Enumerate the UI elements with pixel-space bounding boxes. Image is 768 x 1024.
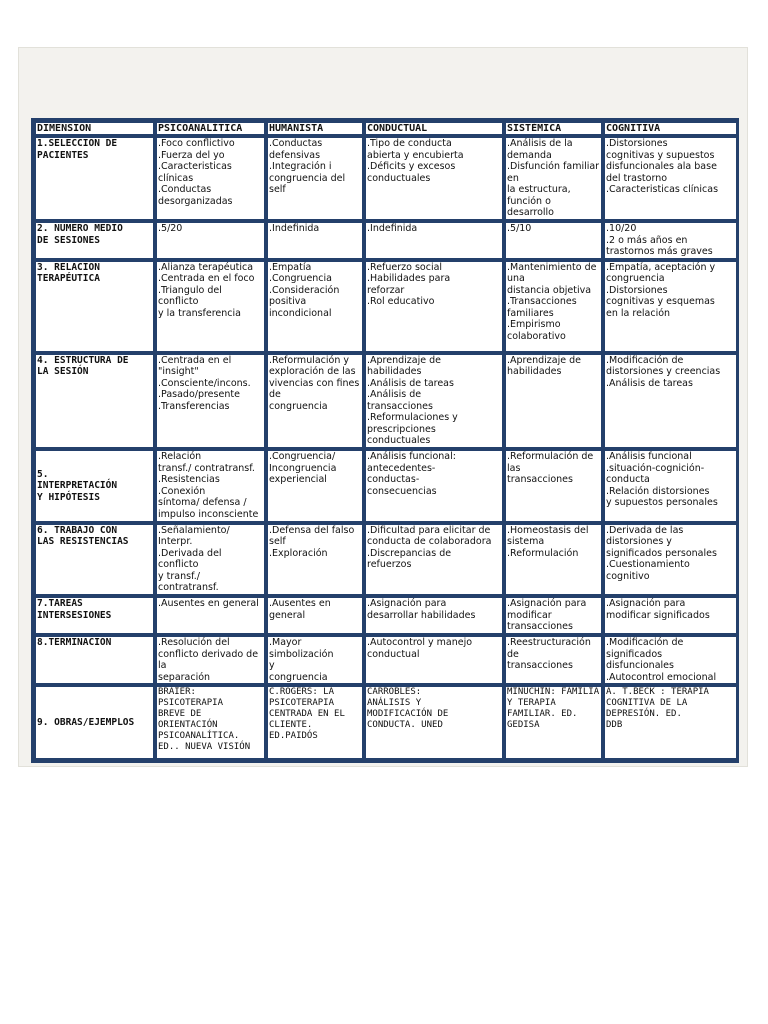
row-label: 6. TRABAJO CON LAS RESISTENCIAS bbox=[35, 524, 154, 596]
table-cell: .Refuerzo social .Habilidades para reforzar .Rol educativo bbox=[365, 261, 503, 352]
table-cell: .Derivada de las distorsiones y significados personales .Cuestionamiento cognitivo bbox=[604, 524, 737, 596]
table-cell: CARROBLES: ANÁLISIS Y MODIFICACIÓN DE CONDUCTA. UNED bbox=[365, 686, 503, 759]
table-cell: .Autocontrol y manejo conductual bbox=[365, 636, 503, 684]
table-header-row bbox=[35, 122, 737, 135]
table-cell: .Centrada en el "insight" .Consciente/incons. .Pasado/presente .Transferencias bbox=[156, 354, 265, 449]
table-cell: .Empatía .Congruencia .Consideración positiva incondicional bbox=[267, 261, 363, 352]
table-cell: .Reformulación de las transacciones bbox=[505, 450, 602, 522]
table-cell: .Aprendizaje de habilidades .Análisis de tareas .Análisis de transacciones .Reformulaciones y prescripciones conductuales bbox=[365, 354, 503, 449]
table-row bbox=[35, 450, 737, 522]
table-cell: C.ROGERS: LA PSICOTERAPIA CENTRADA EN EL CLIENTE. ED.PAIDÓS bbox=[267, 686, 363, 759]
table-cell: .Resolución del conflicto derivado de la separación bbox=[156, 636, 265, 684]
header-conductual: CONDUCTUAL bbox=[365, 122, 503, 135]
table-cell: .10/20 .2 o más años en trastornos más graves bbox=[604, 222, 737, 259]
table-cell: .Modificación de distorsiones y creencias .Análisis de tareas bbox=[604, 354, 737, 449]
row-label: 2. NÚMERO MEDIO DE SESIONES bbox=[35, 222, 154, 259]
table-cell: .Ausentes en general bbox=[267, 597, 363, 634]
table-row bbox=[35, 354, 737, 449]
table-cell: .Congruencia/ Incongruencia experiencial bbox=[267, 450, 363, 522]
table-row bbox=[35, 597, 737, 634]
row-label: 5. INTERPRETACIÓN Y HIPÓTESIS bbox=[35, 450, 154, 522]
header-psicoanalitica: PSICOANALÍTICA bbox=[156, 122, 265, 135]
table-cell: .Reformulación y exploración de las vivencias con fines de congruencia bbox=[267, 354, 363, 449]
table-cell: .Análisis de la demanda .Disfunción familiar en la estructura, función o desarrollo bbox=[505, 137, 602, 220]
table-cell: .Señalamiento/ Interpr. .Derivada del conflicto y transf./ contratransf. bbox=[156, 524, 265, 596]
table-cell: .Foco conflictivo .Fuerza del yo .Caracteristicas clínicas .Conductas desorganizadas bbox=[156, 137, 265, 220]
table-cell: A. T.BECK : TERAPIA COGNITIVA DE LA DEPRESIÓN. ED. DDB bbox=[604, 686, 737, 759]
table-row bbox=[35, 636, 737, 684]
table-row bbox=[35, 261, 737, 352]
row-label: 1.SELECCIÓN DE PACIENTES bbox=[35, 137, 154, 220]
header-sistemica: SISTÉMICA bbox=[505, 122, 602, 135]
table-cell: .5/20 bbox=[156, 222, 265, 259]
table-cell: .Asignación para desarrollar habilidades bbox=[365, 597, 503, 634]
table-cell: MINUCHIN: FAMILIA Y TERAPIA FAMILIAR. ED. GEDISA bbox=[505, 686, 602, 759]
header-cognitiva: COGNITIVA bbox=[604, 122, 737, 135]
table-cell: .Tipo de conducta abierta y encubierta .Déficits y excesos conductuales bbox=[365, 137, 503, 220]
row-label: 4. ESTRUCTURA DE LA SESIÓN bbox=[35, 354, 154, 449]
table-cell: BRAIER: PSICOTERAPIA BREVE DE ORIENTACIÓN PSICOANALÍTICA. ED.. NUEVA VISIÓN bbox=[156, 686, 265, 759]
table-cell: .Indefinida bbox=[267, 222, 363, 259]
row-label: 3. RELACIÓN TERAPÉUTICA bbox=[35, 261, 154, 352]
table-row bbox=[35, 686, 737, 759]
table-cell: .Análisis funcional: antecedentes- conductas- consecuencias bbox=[365, 450, 503, 522]
table-cell: .Homeostasis del sistema .Reformulación bbox=[505, 524, 602, 596]
table-row bbox=[35, 137, 737, 220]
table-cell: .Asignación para modificar significados bbox=[604, 597, 737, 634]
table-cell: .Empatía, aceptación y congruencia .Distorsiones cognitivas y esquemas en la relación bbox=[604, 261, 737, 352]
therapy-comparison-table bbox=[33, 120, 739, 761]
table-cell: .Mayor simbolización y congruencia bbox=[267, 636, 363, 684]
table-cell: .Relación transf./ contratransf. .Resistencias .Conexión síntoma/ defensa / impulso inconsciente bbox=[156, 450, 265, 522]
table-cell: .Reestructuración de transacciones bbox=[505, 636, 602, 684]
table-row bbox=[35, 524, 737, 596]
table-cell: .Ausentes en general bbox=[156, 597, 265, 634]
row-label: 7.TAREAS INTERSESIONES bbox=[35, 597, 154, 634]
row-label: 8.TERMINACIÓN bbox=[35, 636, 154, 684]
table-cell: .Aprendizaje de habilidades bbox=[505, 354, 602, 449]
table-row bbox=[35, 222, 737, 259]
header-humanista: HUMANISTA bbox=[267, 122, 363, 135]
table-cell: .Análisis funcional .situación-cognición- conducta .Relación distorsiones y supuestos personales bbox=[604, 450, 737, 522]
table-cell: .Mantenimiento de una distancia objetiva .Transacciones familiares .Empirismo colaborativo bbox=[505, 261, 602, 352]
table-cell: .Asignación para modificar transacciones bbox=[505, 597, 602, 634]
row-label: 9. OBRAS/EJEMPLOS bbox=[35, 686, 154, 759]
table-cell: .Alianza terapéutica .Centrada en el foco .Triangulo del conflicto y la transferencia bbox=[156, 261, 265, 352]
table-cell: .Defensa del falso self .Exploración bbox=[267, 524, 363, 596]
header-dimension: DIMENSIÓN bbox=[35, 122, 154, 135]
table-cell: .Conductas defensivas .Integración i congruencia del self bbox=[267, 137, 363, 220]
table-cell: .Dificultad para elicitar de conducta de colaboradora .Discrepancias de refuerzos bbox=[365, 524, 503, 596]
table-cell: .5/10 bbox=[505, 222, 602, 259]
table-cell: .Indefinida bbox=[365, 222, 503, 259]
table-cell: .Modificación de significados disfuncionales .Autocontrol emocional bbox=[604, 636, 737, 684]
table-cell: .Distorsiones cognitivas y supuestos disfuncionales ala base del trastorno .Caracteristicas clínicas bbox=[604, 137, 737, 220]
comparison-table-frame bbox=[31, 118, 739, 763]
